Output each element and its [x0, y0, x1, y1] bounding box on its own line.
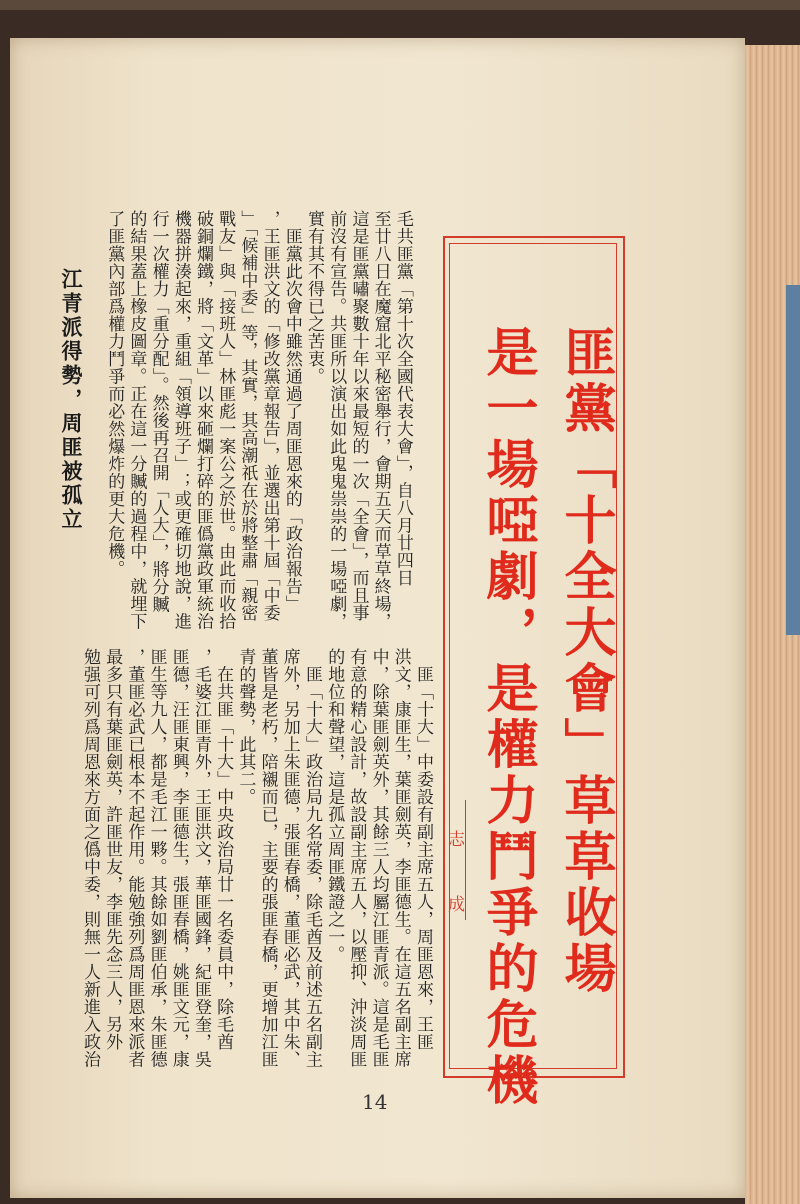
article-upper-text: 毛共匪黨「第十次全國代表大會」，自八月廿四日 至廿八日在魔窟北平秘密舉行，會期五天而草草終場， 這是匪黨嘯聚數十年以來最短的一次「全會」，而且事 前沒有宣告。共匪所以演出如此鬼鬼祟祟的一場啞劇， 實有其不得已之苦衷。 匪黨此次會中雖然通過了周匪恩來的「政治報告」 ，王匪洪文的「修改黨章報告」，並選出第十屆「中委 」「候補中委」等，其實，其高潮祇在於將整肅「親密 戰友」與「接班人」林匪彪一案公之於世。由此而收拾 破銅爛鐵，將「文革」以來砸爛打碎的匪僞黨政軍統治 機器拼湊起來，重組「領導班子」；或更確切地說，進 行一次權力「重分配」。然後再召開「人大」，將分贓 的結果蓋上橡皮圖章。正在這一分贓的過程中，就埋下 了匪黨內部爲權力鬥爭而必然爆炸的更大危機。: [104, 210, 413, 630]
page-number: 14: [362, 1090, 388, 1114]
section-heading: 江青派得勢，周匪被孤立: [59, 268, 83, 532]
article-title-line-1: 匪黨「十全大會」草草收場: [555, 325, 615, 997]
article-lower-text: 匪「十大」中委設有副主席五人，周匪恩來，王匪 洪文，康匪生，葉匪劍英，李匪德生。在這五名副主席 中，除葉匪劍英外，其餘三人均屬江匪青派。這是毛匪 有意的精心設計，故設副主席五人，以壓抑、沖淡周匪 的地位和聲望，這是孤立周匪鐵證之一。 匪「十大」政治局九名常委，除毛酋及前述五名副主 席外，另加上朱匪德，張匪春橋，董匪必武，其中朱、 董皆是老朽，陪襯而已，主要的張匪春橋，更增加江匪 青的聲勢，此其二。 在共匪「十大」中央政治局廿一名委員中，除毛酋 ，毛婆江匪青外，王匪洪文，華匪國鋒，紀匪登奎，吳 匪德，汪匪東興，李匪德生，張匪春橋，姚匪文元，康 匪生等九人，都是毛江一夥。其餘如劉匪伯承，朱匪德 ，董匪必武已根本不起作用。能勉強列爲周匪恩來派者 最多只有葉匪劍英，許匪世友，李匪先念三人，另外 勉强可列爲周恩來方面之僞中委，則無一人新進入政治: [79, 648, 433, 1068]
author-name-char-2: 成: [448, 895, 465, 915]
next-page-edge: [786, 285, 800, 635]
author-name-char-1: 志: [448, 830, 465, 850]
author-rule: [465, 800, 466, 920]
article-title-line-2: 是一場啞劇，是權力鬥爭的危機: [477, 325, 537, 1109]
page-stack-edge: [745, 45, 800, 1204]
